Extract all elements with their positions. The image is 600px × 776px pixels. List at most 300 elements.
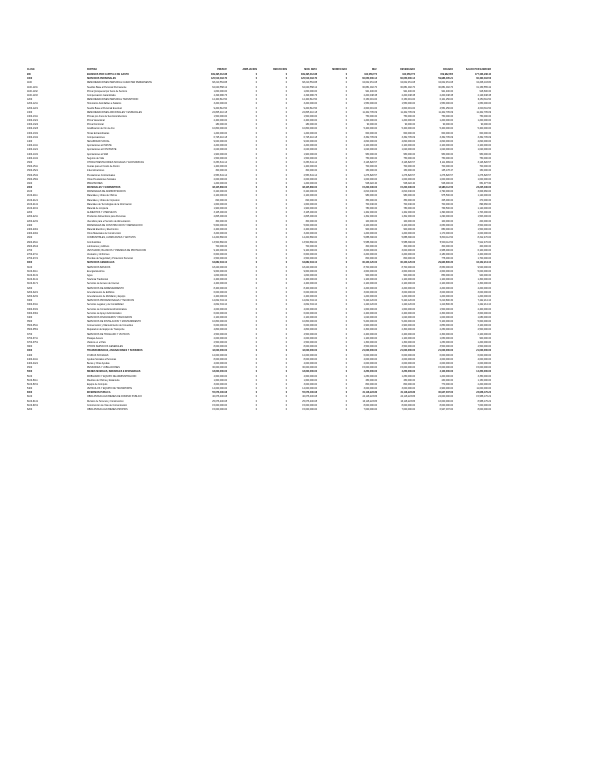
table-cell: 1,150,000.00 <box>477 379 491 382</box>
table-cell: 1,840,000.00 <box>303 275 317 277</box>
table-cell: 150,000.00 <box>479 170 491 173</box>
table-cell: 2700-2711 <box>27 254 38 257</box>
table-cell: 0 <box>345 358 347 361</box>
table-cell: OTROS SERVICIOS GENERALES <box>87 346 123 349</box>
table-cell: 700,000.00 <box>441 166 453 169</box>
table-cell: 880,000.00 <box>441 228 453 231</box>
table-cell: 1,200,000.00 <box>363 233 377 236</box>
table-cell: 162,058,774 <box>402 74 415 76</box>
table-cell: 9,600,000.00 <box>213 270 227 273</box>
table-cell: 0 <box>255 283 257 286</box>
table-cell: 0 <box>255 111 257 114</box>
table-cell: 1,550,000.00 <box>401 103 415 106</box>
table-cell: 2,000,000.00 <box>439 362 453 365</box>
table-cell: 3,000,000.00 <box>401 291 415 294</box>
table-cell: 0 <box>345 379 347 382</box>
table-cell: 0 <box>285 291 287 294</box>
table-cell: 8,000,000.00 <box>477 409 491 411</box>
table-cell: 3,126,820.57 <box>477 161 491 164</box>
table-cell: 0 <box>255 270 257 273</box>
table-cell: Prendas de Seguridad y Proteccion Personal <box>87 258 133 261</box>
table-cell: 0 <box>345 291 347 294</box>
table-cell: 0 <box>345 145 347 148</box>
table-cell: 1,020,000.00 <box>363 149 377 152</box>
table-cell: 8,000,000.00 <box>303 358 317 361</box>
table-cell: 0 <box>345 74 347 76</box>
table-cell: 850,000.00 <box>441 275 453 277</box>
table-cell: 0 <box>285 400 287 403</box>
table-cell: 0 <box>345 337 347 340</box>
table-cell: 1,400,000.00 <box>303 166 317 169</box>
table-cell: 0 <box>285 161 287 164</box>
table-cell: 0 <box>255 342 257 344</box>
table-cell: 15,000,000.00 <box>400 367 415 370</box>
table-cell: 6100-6141 <box>27 400 38 403</box>
table-cell: 31,118,223.86 <box>362 392 377 395</box>
table-cell: 0 <box>345 342 347 344</box>
table-cell: 4,000,000.00 <box>401 358 415 361</box>
table-cell: 0 <box>345 383 347 386</box>
table-cell: 30,881,002.70 <box>438 86 453 89</box>
table-cell: 90,000.00 <box>442 124 453 127</box>
table-cell: 800,000.00 <box>403 258 415 261</box>
table-cell: 1400-1421 <box>27 149 38 152</box>
table-cell: 2,200,000.00 <box>477 383 491 386</box>
table-cell: 0 <box>255 187 257 190</box>
table-cell: 11,402,705.09 <box>362 111 377 114</box>
table-cell: 0 <box>345 157 347 160</box>
table-cell: 2,300,000.00 <box>401 329 415 332</box>
table-cell: 0 <box>285 325 287 328</box>
table-cell: 3,100,000.00 <box>477 325 491 328</box>
table-cell: 34,002,451.08 <box>400 82 415 85</box>
table-cell: 5,600,000.00 <box>303 224 317 227</box>
table-cell: 548,000.00 <box>441 182 453 185</box>
table-cell: 5,200,000.00 <box>401 321 415 324</box>
table-cell: 0 <box>285 94 287 97</box>
table-cell: 1,250,000.00 <box>439 342 453 344</box>
table-cell: 950,000.00 <box>479 153 491 156</box>
table-cell: 2,100,000.00 <box>363 145 377 148</box>
table-cell: 177,436,238.44 <box>475 74 491 76</box>
table-cell: 100,000.00 <box>403 220 415 223</box>
table-cell: MATERIALES DE CONSTRUCCION Y REPARACION <box>87 224 143 227</box>
table-cell: 1400-1431 <box>27 153 38 156</box>
table-cell: 0 <box>345 329 347 332</box>
table-cell: 2,400,000.00 <box>401 312 415 315</box>
table-cell: 0 <box>345 128 347 131</box>
table-cell: 0 <box>285 228 287 231</box>
table-cell: 0 <box>345 409 347 411</box>
table-cell: 3,362,705.09 <box>363 136 377 139</box>
table-cell: 3700-3711 <box>27 337 38 340</box>
table-cell: 2,805,000.00 <box>213 216 227 219</box>
table-cell: Prima Dominical <box>87 124 104 127</box>
table-cell: 11,402,705.09 <box>400 111 415 114</box>
table-cell: 0 <box>255 82 257 85</box>
table-cell: 21,000,000.00 <box>476 350 491 353</box>
table-cell: 1,500,000.00 <box>213 157 227 160</box>
table-cell: 5400 <box>27 388 33 391</box>
table-cell: 1,200,000.00 <box>439 120 453 123</box>
table-cell: 0 <box>345 287 347 290</box>
table-cell: 300,000.00 <box>365 245 377 248</box>
table-cell: 0 <box>285 295 287 298</box>
table-cell: 8,000,000.00 <box>439 404 453 407</box>
table-cell: 1100-1131 <box>27 86 38 89</box>
table-cell: 1,840,000.00 <box>213 275 227 277</box>
table-cell: 0 <box>285 86 287 89</box>
col-header: CLAVE <box>27 69 35 71</box>
table-cell: 1400 <box>27 141 33 143</box>
table-cell: 2,500,000.00 <box>213 258 227 261</box>
table-cell: 900,000.00 <box>403 275 415 277</box>
table-cell: 3100-3131 <box>27 275 38 277</box>
table-cell: 600,000.00 <box>403 132 415 135</box>
table-cell: PREVISIONES <box>87 182 103 185</box>
table-cell: 0 <box>345 136 347 139</box>
table-cell: 0 <box>345 279 347 282</box>
table-cell: 1,200,000.00 <box>363 120 377 123</box>
table-cell: 0 <box>255 383 257 386</box>
table-cell: 60,050,000.14 <box>400 78 415 81</box>
table-cell: 1,500,000.00 <box>477 228 491 231</box>
table-cell: 2,100,000.00 <box>363 224 377 227</box>
table-cell: 2600-2611 <box>27 241 38 244</box>
table-cell: 2,810,040.00 <box>363 191 377 194</box>
table-cell: 0 <box>285 195 287 198</box>
table-cell: 4,800,000.00 <box>213 329 227 332</box>
table-cell: 0 <box>255 237 257 240</box>
table-cell: 0 <box>255 90 257 93</box>
table-cell: 62,040,558.12 <box>302 86 317 89</box>
table-cell: 0 <box>255 74 257 76</box>
table-cell: 2200 <box>27 212 33 215</box>
table-cell: 700,000.00 <box>441 203 453 206</box>
table-cell: 5,420,120.00 <box>363 300 377 303</box>
table-cell: Compensaciones <box>87 136 105 139</box>
table-cell: 0 <box>345 82 347 85</box>
table-cell: 2,050,000.00 <box>439 224 453 227</box>
table-cell: 548,022.40 <box>365 182 377 185</box>
table-cell: 2,500,000.00 <box>303 258 317 261</box>
table-cell: 40,076,400.08 <box>212 396 227 399</box>
table-cell: 6,150,001.00 <box>401 99 415 102</box>
table-cell: 2,000,000.00 <box>303 178 317 181</box>
table-cell: 40,076,400.08 <box>302 396 317 399</box>
table-cell: 9,640,000.00 <box>303 141 317 143</box>
table-cell: 5100 <box>27 375 33 378</box>
table-cell: 4,000,000.00 <box>363 358 377 361</box>
table-cell: 0 <box>255 107 257 110</box>
table-cell: 0 <box>255 178 257 181</box>
table-cell: 2,100,000.00 <box>401 224 415 227</box>
table-cell: 900 <box>27 74 31 76</box>
table-cell: 0 <box>285 312 287 315</box>
table-cell: 2400 <box>27 224 33 227</box>
table-cell: 5,420,120.00 <box>401 300 415 303</box>
table-cell: 470,000.00 <box>479 199 491 202</box>
table-cell: 2,000,000.00 <box>213 337 227 340</box>
table-cell: 0 <box>285 203 287 206</box>
table-cell: OBRA PUBLICA EN BIENES PROPIOS <box>87 409 128 411</box>
table-cell: 0 <box>345 191 347 194</box>
table-cell: 30,881,002.70 <box>362 86 377 89</box>
table-cell: 4,200,000.00 <box>213 145 227 148</box>
table-cell: 2100-2161 <box>27 208 38 210</box>
table-cell: 0 <box>345 375 347 378</box>
table-cell: 0 <box>345 362 347 365</box>
table-cell: 2100-2111 <box>27 195 38 198</box>
table-cell: 120,510,418.70 <box>211 78 227 81</box>
table-cell: 2,100,000.00 <box>401 145 415 148</box>
table-cell: 0 <box>285 241 287 244</box>
table-cell: 6,000,000.00 <box>213 325 227 328</box>
table-cell: 1,650,000.00 <box>477 103 491 106</box>
table-cell: 1,020,000.00 <box>477 149 491 152</box>
table-cell: 4,200,000.00 <box>477 287 491 290</box>
table-cell: Prima Vacacional <box>87 120 105 123</box>
table-cell: 4,000,000.00 <box>303 362 317 365</box>
table-cell: 0 <box>345 367 347 370</box>
table-cell: 1300 <box>27 111 33 114</box>
table-cell: 4,000,000.00 <box>439 358 453 361</box>
table-cell: 1300-1321 <box>27 120 38 123</box>
table-cell: 1,250,000.00 <box>401 375 415 378</box>
table-cell: Sueldo Base al Personal Eventual <box>87 107 122 110</box>
table-cell: 34,208,103.80 <box>476 82 491 85</box>
table-cell: 2,300,000.00 <box>477 283 491 286</box>
table-cell: 42,000,000.00 <box>302 350 317 353</box>
table-cell: 3200 <box>27 287 33 290</box>
table-cell: Materiales y Utiles de Impresion <box>87 199 120 202</box>
table-cell: 4,820,000.00 <box>363 141 377 143</box>
table-cell: 770,000.00 <box>441 383 453 386</box>
table-cell: 820,000.00 <box>215 199 227 202</box>
table-cell: 0 <box>345 212 347 215</box>
table-cell: 2600-2612 <box>27 245 38 248</box>
table-cell: 9,640,000.00 <box>213 141 227 143</box>
table-cell: 38,425,860.00 <box>212 187 227 190</box>
table-cell: 6,725,410.18 <box>303 136 317 139</box>
table-cell: 4400 <box>27 354 33 357</box>
table-cell: 162,058,774 <box>364 74 377 76</box>
table-cell: 0 <box>285 388 287 391</box>
table-cell: 2700 <box>27 249 33 252</box>
table-cell: 0 <box>345 141 347 143</box>
table-cell: 1,000,000.00 <box>363 178 377 181</box>
table-cell: 2,200,048.38 <box>363 94 377 97</box>
table-cell: 0 <box>255 275 257 277</box>
table-cell: 1100-1132 <box>27 90 38 93</box>
table-cell: 100,000.00 <box>441 220 453 223</box>
table-cell: 778,000.00 <box>441 258 453 261</box>
table-cell: 1,200,000.00 <box>213 132 227 135</box>
table-cell: 8,000,000.00 <box>401 404 415 407</box>
table-cell: 1,503,000.00 <box>477 216 491 219</box>
table-cell: Agua <box>87 275 93 277</box>
table-cell: 900,000.00 <box>365 275 377 277</box>
table-cell: 0 <box>255 220 257 223</box>
table-cell: 3,600,000.00 <box>477 312 491 315</box>
table-cell: SERVICIOS GENERALES <box>87 262 115 265</box>
table-cell: 0 <box>345 404 347 407</box>
table-cell: 820,000.00 <box>305 199 317 202</box>
table-cell: 0 <box>255 291 257 294</box>
table-cell: 13,500,860.00 <box>212 241 227 244</box>
table-cell: 1,200,000.00 <box>303 132 317 135</box>
table-cell: 2400-2491 <box>27 233 38 236</box>
table-cell: 0 <box>255 212 257 215</box>
table-cell: 0 <box>285 396 287 399</box>
table-cell: 15,000,000.00 <box>302 404 317 407</box>
table-cell: 6,420,000.00 <box>213 191 227 194</box>
table-cell: 800,000.00 <box>365 258 377 261</box>
table-cell: 5,400,000.00 <box>439 128 453 131</box>
table-cell: 0 <box>345 275 347 277</box>
table-cell: 8,312,470.00 <box>477 237 491 240</box>
table-cell: MOBILIARIO Y EQUIPO DE ADMINISTRACION <box>87 375 137 378</box>
table-cell: Material de Limpieza <box>87 208 109 210</box>
table-cell: 4,200,000.00 <box>439 287 453 290</box>
table-cell: 3,000,000.00 <box>477 291 491 294</box>
table-cell: 0 <box>345 178 347 181</box>
table-cell: 5,888,390.00 <box>363 237 377 240</box>
table-cell: 0 <box>345 270 347 273</box>
col-header: PRESUP. <box>217 69 227 71</box>
table-cell: 300,000.00 <box>215 170 227 173</box>
table-cell: 300,000.00 <box>441 245 453 248</box>
table-cell: 1,400,000.00 <box>213 166 227 169</box>
table-cell: 1,600,000.00 <box>213 379 227 382</box>
table-cell: Honorarios Asimilables a Salarios <box>87 103 122 106</box>
table-cell: 22,805,410.18 <box>212 111 227 114</box>
table-cell: 0 <box>345 354 347 357</box>
table-cell: 3,609,960.00 <box>477 191 491 194</box>
table-cell: 3,126,820.57 <box>363 161 377 164</box>
table-cell: 4,820,000.00 <box>401 141 415 143</box>
table-cell: 1300-1322 <box>27 124 38 127</box>
table-cell: 180,000.00 <box>305 124 317 127</box>
table-cell: 800,000.00 <box>403 383 415 386</box>
table-cell: 1,200,000.00 <box>303 182 317 185</box>
table-cell: 2,100,000.00 <box>213 195 227 198</box>
table-cell: Ayudas Sociales a Personas <box>87 358 117 361</box>
table-cell: 1,600,000.00 <box>303 379 317 382</box>
table-cell: 1200-1221 <box>27 107 38 110</box>
table-cell: EGRESOS POR CAPITULO DE GASTO <box>87 74 129 76</box>
table-cell: 0 <box>345 241 347 244</box>
table-cell: 62,040,558.12 <box>212 86 227 89</box>
table-cell: 1,900,000.00 <box>213 208 227 210</box>
table-cell: 2,400,000.00 <box>213 228 227 231</box>
table-cell: 1,100,000.00 <box>439 279 453 282</box>
table-cell: 2,100,000.00 <box>439 145 453 148</box>
table-cell: 1,402,000.00 <box>401 212 415 215</box>
table-cell: 23,225,430.00 <box>476 187 491 190</box>
table-cell: 0 <box>345 115 347 118</box>
table-cell: 0 <box>285 99 287 102</box>
table-cell: 1,020,000.00 <box>363 316 377 319</box>
table-cell: 0 <box>285 279 287 282</box>
table-cell: Otras Prestaciones Sociales <box>87 178 116 181</box>
table-cell: 0 <box>285 224 287 227</box>
table-cell: 600,000.00 <box>479 132 491 135</box>
table-cell: 8,400,000.00 <box>213 287 227 290</box>
table-cell: Aportaciones al FOVISSSTE <box>87 149 117 152</box>
table-cell: 14,200,860.00 <box>212 237 227 240</box>
table-cell: 6,253,641.14 <box>303 161 317 164</box>
table-cell: 0 <box>255 400 257 403</box>
table-cell: 2,842,334.10 <box>303 304 317 307</box>
table-cell: 940,000.00 <box>479 275 491 277</box>
table-cell: 9,540,000.00 <box>477 266 491 269</box>
table-cell: 2,000,000.00 <box>213 178 227 181</box>
table-cell: 0 <box>345 316 347 319</box>
table-cell: 780,000.00 <box>403 208 415 210</box>
table-cell: 0 <box>255 295 257 298</box>
table-cell: 3300-3361 <box>27 312 38 315</box>
table-cell: 59,986,405.21 <box>438 78 453 81</box>
table-cell: 2,100,000.00 <box>401 283 415 286</box>
table-cell: 2,000,000.00 <box>401 362 415 365</box>
table-cell: 12,842,334.10 <box>212 300 227 303</box>
table-cell: 30,000,000.00 <box>212 367 227 370</box>
table-cell: 21,000,000.00 <box>438 350 453 353</box>
table-cell: 2700-2721 <box>27 258 38 261</box>
table-cell: 0 <box>345 107 347 110</box>
col-header: DEV. <box>371 69 377 71</box>
table-cell: 0 <box>285 178 287 181</box>
table-cell: 0 <box>255 141 257 143</box>
table-cell: 30,000,000.00 <box>302 367 317 370</box>
table-cell: 0 <box>255 245 257 248</box>
table-cell: 0 <box>255 254 257 257</box>
table-cell: 0 <box>345 312 347 315</box>
table-cell: 0 <box>255 312 257 315</box>
table-cell: 2,400,000.00 <box>363 333 377 336</box>
table-cell: 0 <box>285 78 287 81</box>
table-cell: 1,200,000.00 <box>213 182 227 185</box>
table-cell: 2,040,000.00 <box>303 149 317 152</box>
table-cell: SERVICIOS PROFESIONALES Y TECNICOS <box>87 300 135 303</box>
table-cell: 2,400,000.00 <box>213 279 227 282</box>
table-cell: 2,850,000.00 <box>439 325 453 328</box>
table-cell: 750,000.00 <box>479 157 491 160</box>
table-cell: 1,600,000.00 <box>401 308 415 311</box>
table-cell: 1,500,000.00 <box>213 115 227 118</box>
table-cell: VESTUARIO, BLANCOS Y PRENDAS DE PROTECCION <box>87 249 147 252</box>
table-cell: 4,250,000.00 <box>363 371 377 374</box>
table-cell: 1100-1133 <box>27 94 38 97</box>
table-cell: 0 <box>285 128 287 131</box>
table-cell: 16,000,000.00 <box>438 400 453 403</box>
table-cell: 0 <box>285 170 287 173</box>
table-cell: 0 <box>285 283 287 286</box>
table-cell: 1,600,000.00 <box>363 308 377 311</box>
table-cell: 0 <box>255 375 257 378</box>
table-cell: 10,800,000.00 <box>212 321 227 324</box>
table-cell: PENSIONES Y JUBILACIONES <box>87 367 120 370</box>
table-cell: 4,600,000.00 <box>401 270 415 273</box>
table-cell: 980,000.00 <box>365 195 377 198</box>
table-cell: 7,000,000.00 <box>401 409 415 411</box>
table-cell: 0 <box>255 300 257 303</box>
table-cell: 3,500,000.00 <box>363 346 377 349</box>
table-cell: 2,040,000.00 <box>213 149 227 152</box>
table-cell: 5,588,390.00 <box>401 241 415 244</box>
table-cell: 1,200,000.00 <box>439 295 453 298</box>
